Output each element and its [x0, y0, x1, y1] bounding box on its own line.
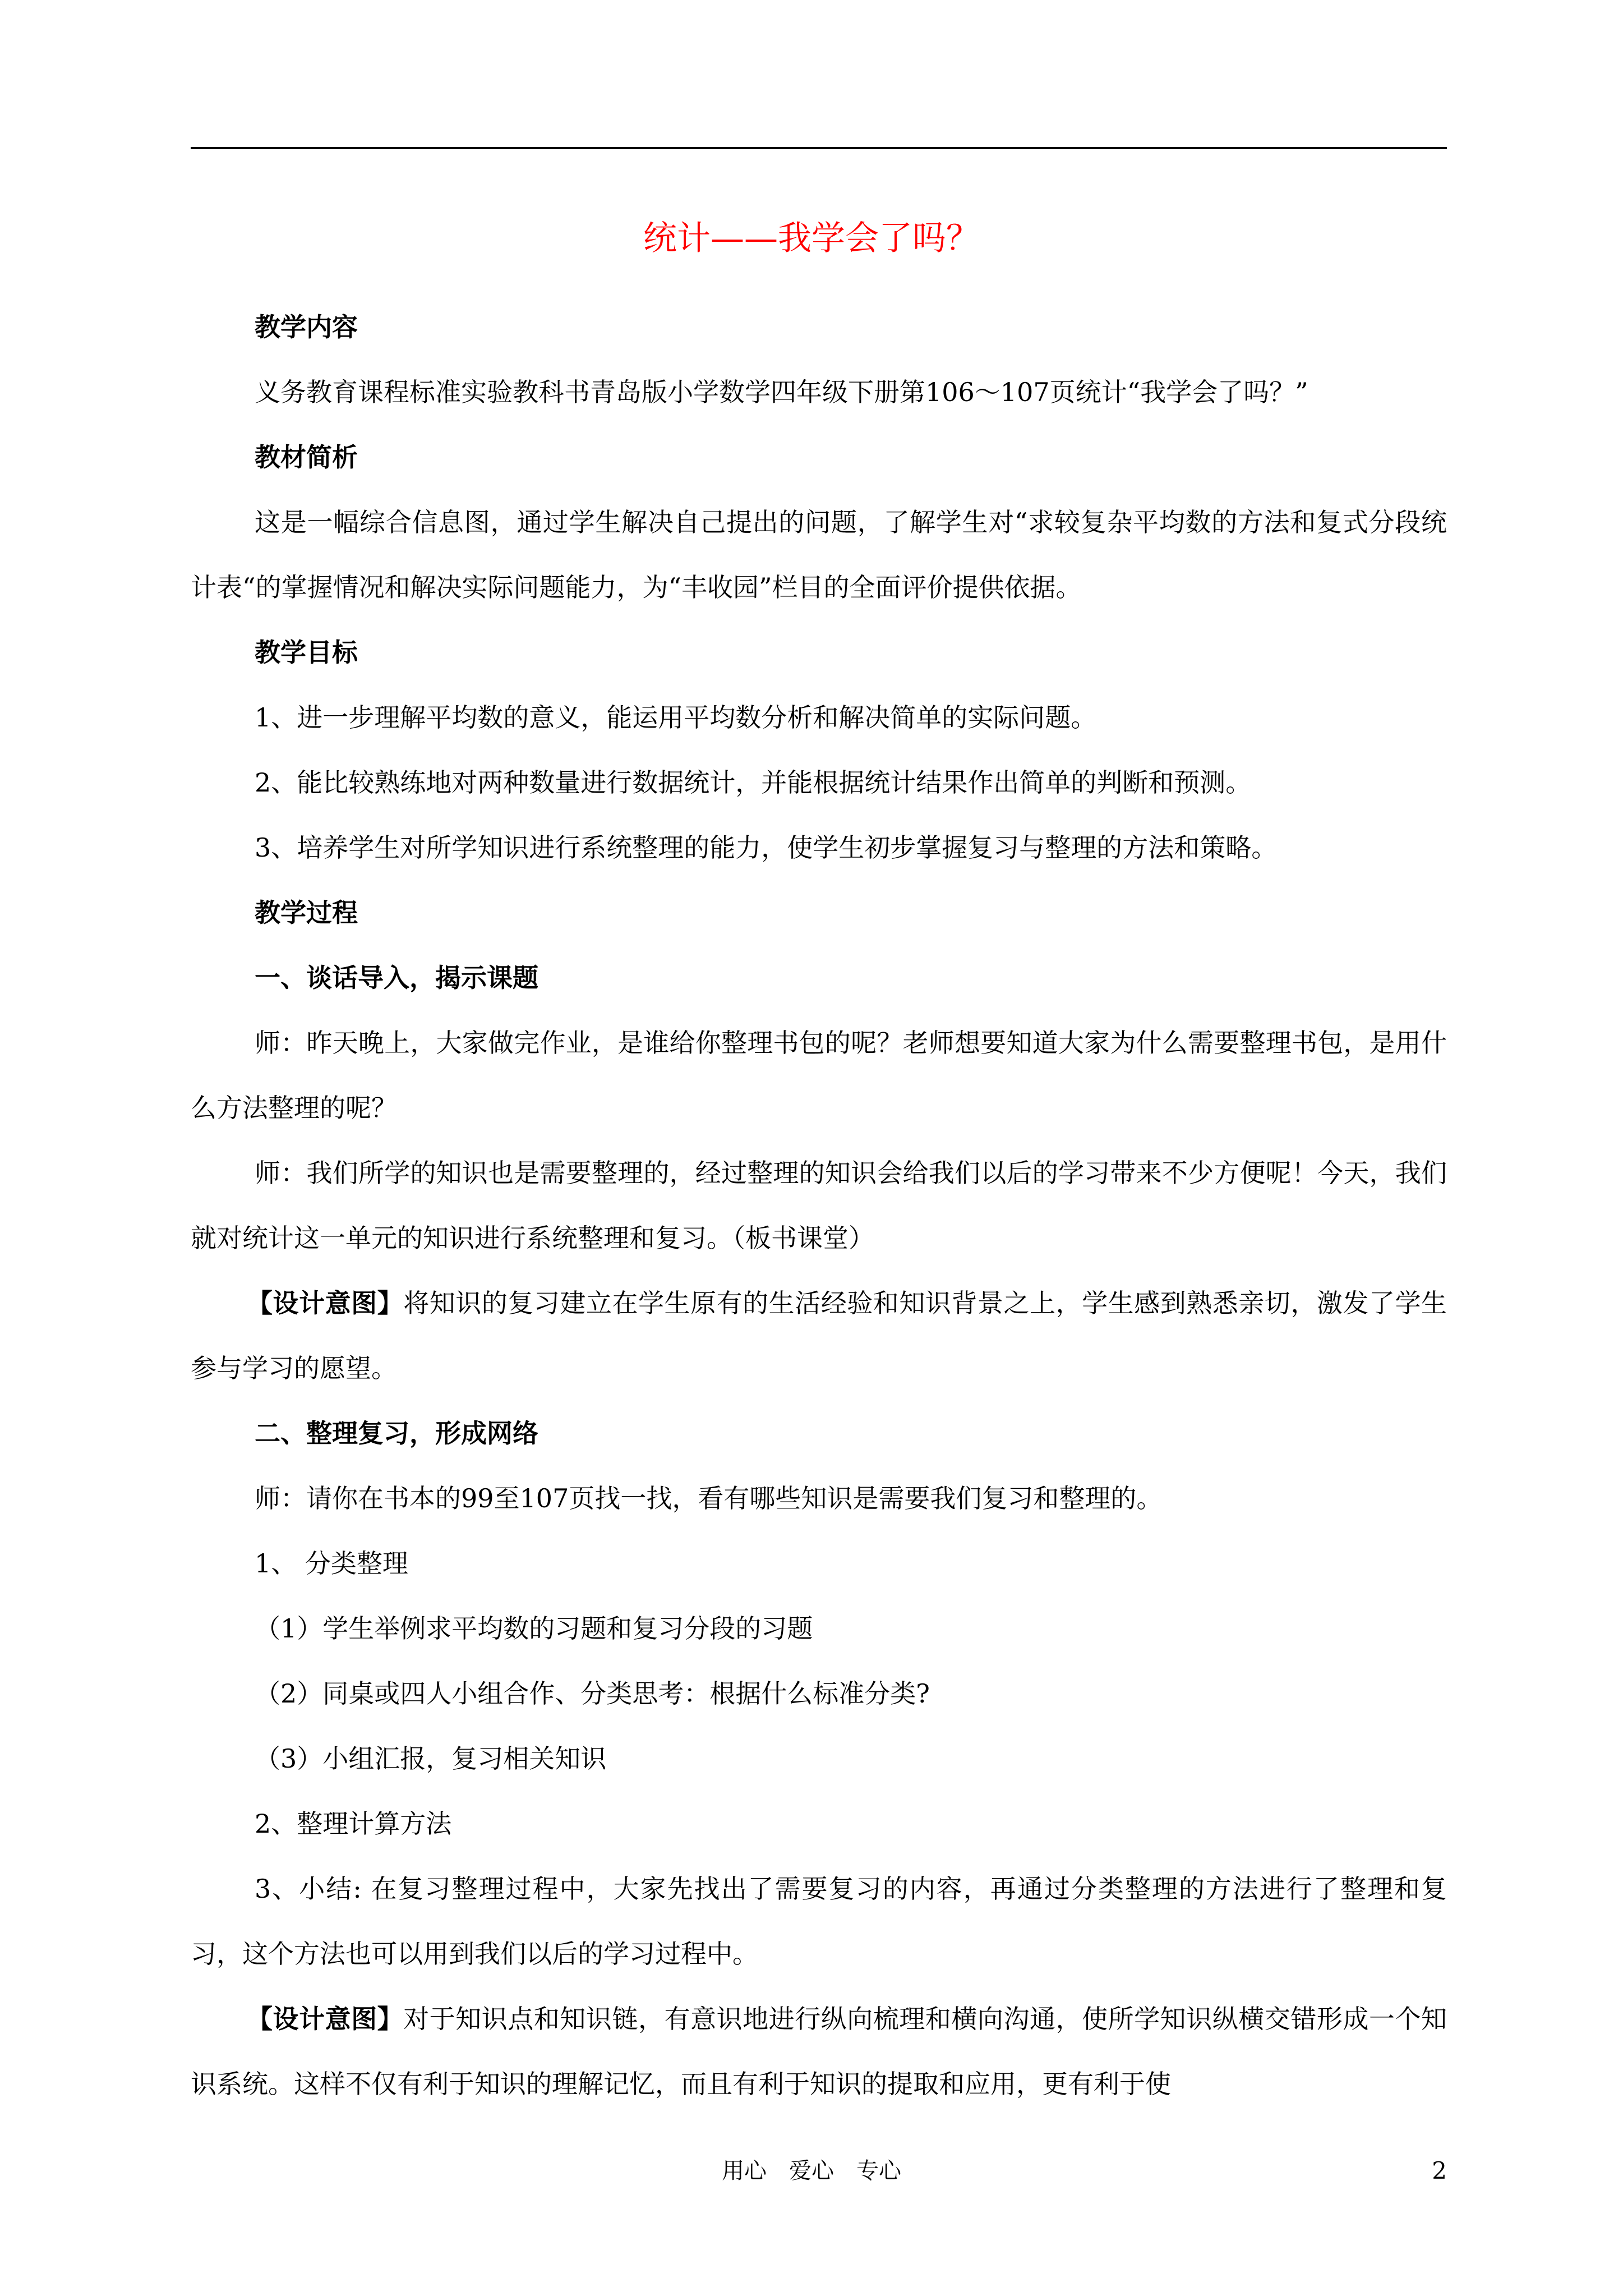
analysis-text: 这是一幅综合信息图，通过学生解决自己提出的问题，了解学生对“求较复杂平均数的方法和复式分段统计表“的掌握情况和解决实际问题能力，为“丰收园”栏目的全面评价提供依据。: [191, 507, 1447, 602]
footer-motto: 用心 爱心 专心: [722, 2158, 901, 2184]
part2-paragraph: 师：请你在书本的99至107页找一找，看有哪些知识是需要我们复习和整理的。: [255, 1483, 1163, 1513]
design-intent-text: 将知识的复习建立在学生原有的生活经验和知识背景之上，学生感到熟悉亲切，激发了学生参与学习的愿望。: [191, 1288, 1447, 1383]
step-3: 3、小结: 在复习整理过程中，大家先找出了需要复习的内容，再通过分类整理的方法进行了整理和复习，这个方法也可以用到我们以后的学习过程中。: [191, 1874, 1447, 1969]
goal-item: 1、进一步理解平均数的意义，能运用平均数分析和解决简单的实际问题。: [255, 702, 1097, 733]
design-intent-paragraph: [191, 1271, 1447, 1401]
page-number: 2: [1432, 2157, 1447, 2184]
design-intent-text: 对于知识点和知识链，有意识地进行纵向梳理和横向沟通，使所学知识纵横交错形成一个知识系统。这样不仅有利于知识的理解记忆，而且有利于知识的提取和应用，更有利于使: [191, 2004, 1447, 2099]
goal-item: 2、能比较熟练地对两种数量进行数据统计，并能根据统计结果作出简单的判断和预测。: [255, 767, 1252, 798]
content-heading: 教学内容: [255, 312, 358, 342]
design-intent-tag: 【设计意图】: [247, 2004, 404, 2034]
process-heading: 教学过程: [255, 898, 358, 928]
analysis-heading: 教材简析: [255, 442, 358, 472]
design-intent-paragraph: [191, 1986, 1447, 2116]
header-rule: [191, 147, 1447, 149]
document-body: [191, 295, 1447, 2116]
design-intent-tag: 【设计意图】: [247, 1288, 404, 1318]
part1-heading: 一、谈话导入，揭示课题: [255, 963, 538, 993]
goal-item: 3、培养学生对所学知识进行系统整理的能力，使学生初步掌握复习与整理的方法和策略。: [255, 832, 1278, 863]
page-title: 统计——我学会了吗？: [643, 219, 980, 258]
part1-paragraph: 师：昨天晚上，大家做完作业，是谁给你整理书包的呢？老师想要知道大家为什么需要整理书包，是用什么方法整理的呢？: [191, 1028, 1447, 1123]
step-2: 2、整理计算方法: [255, 1809, 452, 1839]
step-1-item: （2）同桌或四人小组合作、分类思考：根据什么标准分类?: [255, 1678, 930, 1709]
part1-paragraph: 师：我们所学的知识也是需要整理的，经过整理的知识会给我们以后的学习带来不少方便呢！今天，我们就对统计这一单元的知识进行系统整理和复习。（板书课堂）: [191, 1158, 1447, 1253]
part2-heading: 二、整理复习，形成网络: [255, 1418, 538, 1448]
step-1-item: （1）学生举例求平均数的习题和复习分段的习题: [255, 1613, 813, 1644]
step-1: 1、 分类整理: [255, 1548, 408, 1579]
step-1-item: （3）小组汇报，复习相关知识: [255, 1743, 607, 1774]
goals-heading: 教学目标: [255, 637, 358, 668]
content-text: 义务教育课程标准实验教科书青岛版小学数学四年级下册第106～107页统计“我学会了吗？”: [255, 377, 1308, 407]
